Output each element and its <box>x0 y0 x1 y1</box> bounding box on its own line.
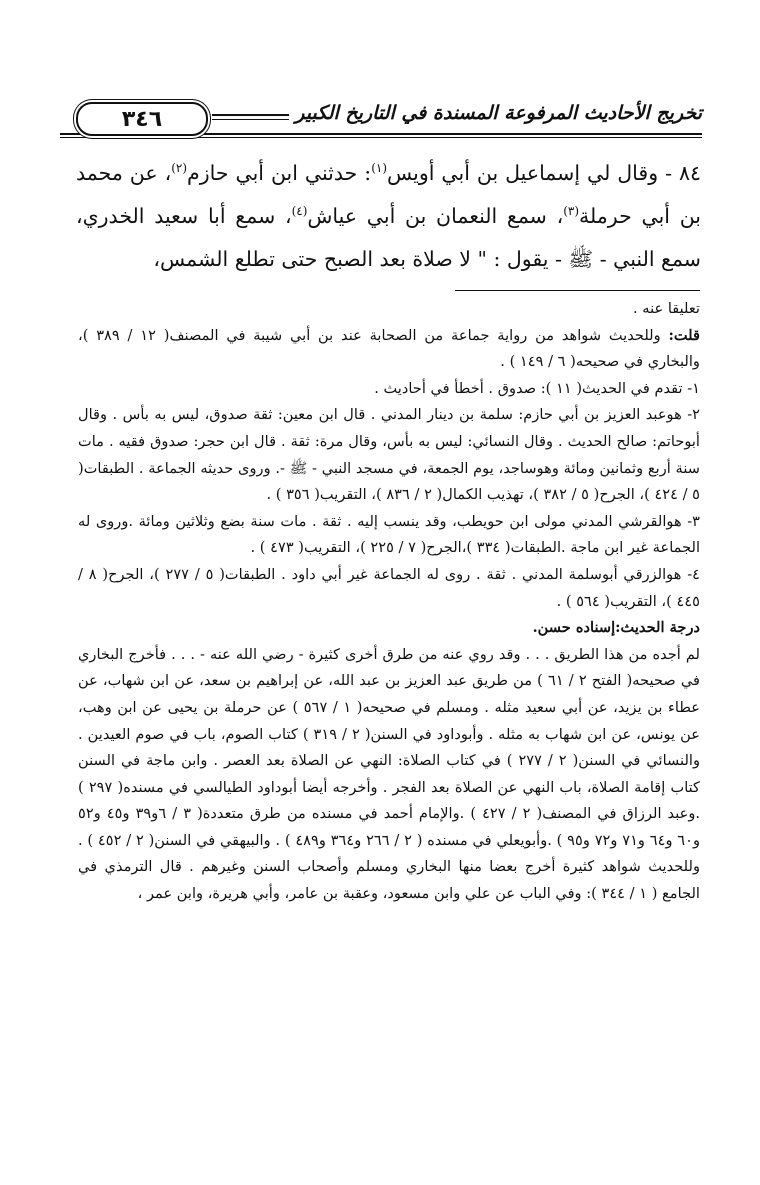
qult-label: قلت: <box>668 326 700 344</box>
footnote-ref-4: (٤) <box>291 204 308 219</box>
footnote-4: ٤- هوالزرقي أبوسلمة المدني . ثقة . روى له الجماعة غير أبي داود . الطبقات( ٥ / ٢٧٧ )، الجرح( ٨ / ٤٤٥ )، التقريب( ٥٦٤ ) . <box>78 565 700 610</box>
footnote-ref-3: (٣) <box>563 204 580 219</box>
page-number: ٣٤٦ <box>76 102 208 136</box>
hadith-text <box>76 152 701 281</box>
footnote-ref-1: (١) <box>371 161 388 176</box>
footnote-separator <box>455 290 700 291</box>
footnote-1: ١- تقدم في الحديث( ١١ ): صدوق . أخطأ في أحاديث . <box>374 379 700 397</box>
running-title: تخريج الأحاديث المرفوعة المسندة في التاريخ الكبير <box>289 102 702 124</box>
footnote-3: ٣- هوالقرشي المدني مولى ابن حويطب، وقد ينسب إليه . ثقة . مات سنة بضع وثلاثين ومائة .وروى له الجماعة غير ابن ماجة .الطبقات( ٣٣٤ )،الجرح( ٧ / ٢٢٥ )، التقريب( ٤٧٣ ) . <box>78 512 700 557</box>
footnote-ref-2: (٢) <box>171 161 188 176</box>
footnote-continuation: تعليقا عنه . <box>632 300 700 317</box>
page-header <box>60 98 702 142</box>
footnotes <box>78 296 700 908</box>
takhrij-text: لم أجده من هذا الطريق . . . وقد روي عنه من طرق أخرى كثيرة - رضي الله عنه - . . . فأخرج البخاري في صحيحه( الفتح ٢ / ٦١ ) من طريق عبد العزيز بن عبد الله، عن إبراهيم بن سعد، عن ابن شهاب، عن عطاء بن يزيد، عن أبي سعيد مثله . ومسلم في صحيحه( ١ / ٥٦٧ ) عن حرملة بن يحيى عن ابن وهب، عن يونس، عن ابن شهاب به مثله . وأبوداود في السنن( ٢ / ٣١٩ ) كتاب الصوم، باب في صوم العيدين . والنسائي في السنن( ٢ / ٢٧٧ ) في كتاب الصلاة: النهي عن الصلاة بعد العصر . وابن ماجة في السنن كتاب إقامة الصلاة، باب النهي عن الصلاة بعد الفجر . وأخرجه أيضا أبوداود الطيالسي في مسنده( ٢٩٧ ) .وعبد الرزاق في المصنف( ٢ / ٤٢٧ ) .والإمام أحمد في مسنده من طرق متعددة( ٣ / ٦و٣٩ و٤٥ و٥٢ و٦٠ و٦٤ و٧١ و٧٢ و٩٥ ) .وأبويعلي في مسنده ( ٢ / ٢٦٦ و٣٦٤ و٤٨٩ ) . والبيهقي في السنن( ٢ / ٤٥٢ ) . وللحديث شواهد كثيرة أخرج بعضا منها البخاري ومسلم وأصحاب السنن وغيرهم . قال الترمذي في الجامع ( ١ / ٣٤٤ ): وفي الباب عن علي وابن مسعود، وعقبة بن عامر، وأبي هريرة، وابن عمر ، <box>78 645 701 903</box>
hadith-paragraph <box>76 152 701 281</box>
note-qult <box>78 323 700 376</box>
hadith-chain-part: : حدثني ابن أبي حازم <box>187 161 372 185</box>
hadith-grade <box>78 615 700 642</box>
hadith-matn: ، سمع أبا سعيد الخدري، سمع النبي - ﷺ - يقول : " لا صلاة بعد الصبح حتى تطلع الشمس، <box>76 204 701 271</box>
hadith-chain-part: ، سمع النعمان بن أبي عياش <box>307 204 564 228</box>
hadith-chain-part: ، عن محمد بن أبي حرملة <box>76 161 702 228</box>
footnote-2: ٢- هوعبد العزيز بن أبي حازم: سلمة بن دينار المدني . قال ابن معين: ثقة صدوق، ليس به بأس . وقال أبوحاتم: صالح الحديث . وقال النسائي: ليس به بأس، وقال مرة: ثقة . قال ابن حجر: صدوق فقيه . مات سنة أربع وثمانين ومائة وهوساجد، يوم الجمعة، في مسجد النبي - ﷺ -. وروى حديثه الجماعة . الطبقات( ٥ / ٤٢٤ )، الجرح( ٥ / ٣٨٢ )، تهذيب الكمال( ٢ / ٨٣٦ )، التقريب( ٣٥٦ ) . <box>78 406 700 504</box>
grade-label: درجة الحديث: <box>615 619 700 637</box>
grade-value: إسناده حسن. <box>532 619 616 637</box>
hadith-chain-part: ٨٤ - وقال لي إسماعيل بن أبي أويس <box>387 161 701 185</box>
qult-text: وللحديث شواهد من رواية جماعة من الصحابة عند بن أبي شيبة في المصنف( ١٢ / ٣٨٩ )، والبخاري في صحيحه( ٦ / ١٤٩ ) . <box>78 326 700 371</box>
